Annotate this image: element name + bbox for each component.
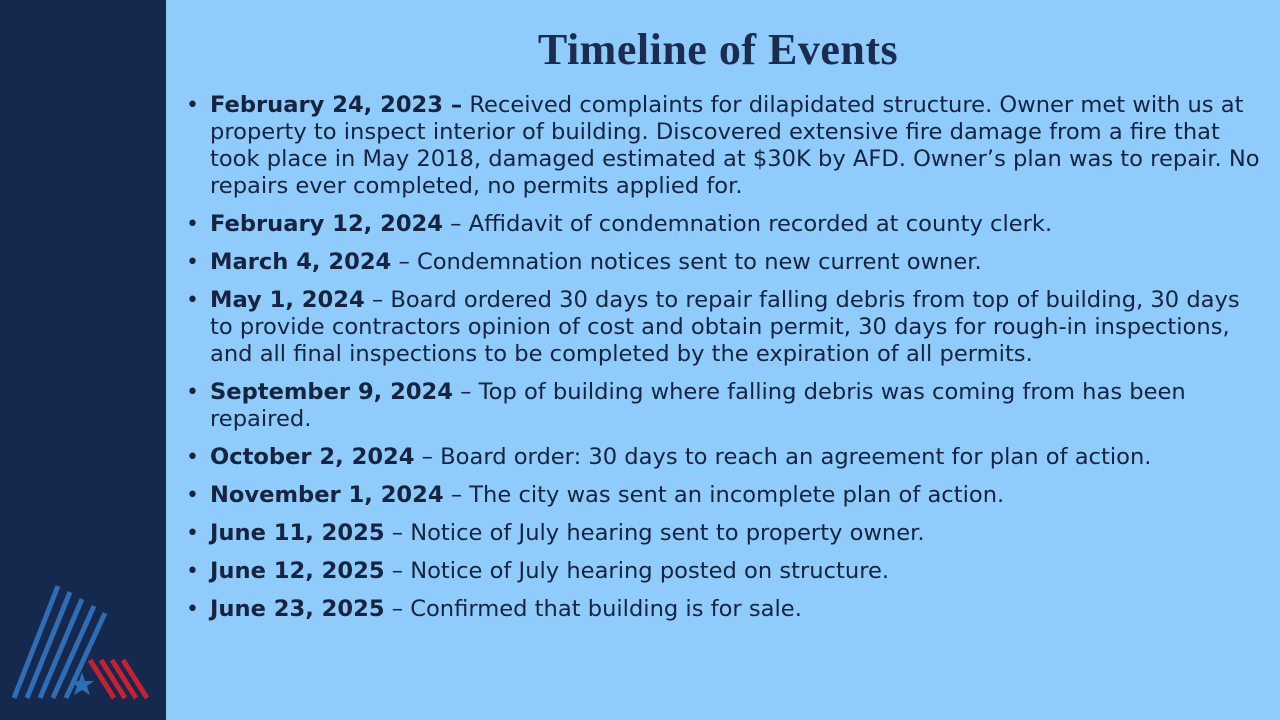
bullet-icon: • — [186, 380, 199, 405]
timeline-item — [184, 379, 1264, 433]
bullet-icon: • — [186, 521, 199, 546]
timeline-item — [184, 558, 1264, 585]
slide-title: Timeline of Events — [537, 25, 899, 74]
bullet-icon: • — [186, 288, 199, 313]
bullet-icon: • — [186, 250, 199, 275]
event-text: – Board ordered 30 days to repair falling debris from top of building, 30 days to provide contractors opinion of cost and obtain permit, 30 days for rough-in inspections, and all final inspections to be completed by the expiration of all permits. — [210, 287, 1240, 367]
event-date: March 4, 2024 — [210, 249, 392, 275]
event-text: – Confirmed that building is for sale. — [384, 596, 802, 622]
timeline-item — [184, 211, 1264, 238]
bullet-icon: • — [186, 212, 199, 237]
event-text: – Affidavit of condemnation recorded at county clerk. — [443, 211, 1053, 237]
event-date: February 12, 2024 — [210, 211, 443, 237]
timeline-item — [184, 444, 1264, 471]
event-text: – Board order: 30 days to reach an agreement for plan of action. — [414, 444, 1152, 470]
timeline-list — [184, 92, 1264, 634]
event-text: Received complaints for dilapidated structure. Owner met with us at property to inspect interior of building. Discovered extensive fire damage from a fire that took place in May 2018, damaged estimated at $30K by AFD. Owner’s plan was to repair. No repairs ever completed, no permits applied for. — [210, 92, 1260, 199]
triangle-flag-logo-icon — [10, 580, 155, 705]
bullet-icon: • — [186, 445, 199, 470]
slide-content — [166, 0, 1280, 720]
event-date: June 23, 2025 — [210, 596, 385, 622]
event-date: September 9, 2024 — [210, 379, 453, 405]
timeline-item — [184, 287, 1264, 368]
event-text: – Notice of July hearing posted on structure. — [384, 558, 890, 584]
bullet-icon: • — [186, 559, 199, 584]
timeline-item — [184, 520, 1264, 547]
bullet-icon: • — [186, 597, 199, 622]
left-sidebar-band — [0, 0, 166, 720]
timeline-item — [184, 482, 1264, 509]
event-date: May 1, 2024 — [210, 287, 365, 313]
event-text: – Top of building where falling debris was coming from has been repaired. — [210, 379, 1186, 432]
timeline-item — [184, 596, 1264, 623]
event-text: – The city was sent an incomplete plan of action. — [443, 482, 1005, 508]
event-text: – Notice of July hearing sent to property owner. — [384, 520, 925, 546]
event-date: October 2, 2024 — [210, 444, 415, 470]
bullet-icon: • — [186, 483, 199, 508]
bullet-icon: • — [186, 93, 199, 118]
event-date: February 24, 2023 – — [210, 92, 463, 118]
event-date: November 1, 2024 — [210, 482, 444, 508]
event-date: June 12, 2025 — [210, 558, 385, 584]
timeline-item — [184, 249, 1264, 276]
event-text: – Condemnation notices sent to new current owner. — [391, 249, 982, 275]
event-date: June 11, 2025 — [210, 520, 385, 546]
timeline-item — [184, 92, 1264, 200]
